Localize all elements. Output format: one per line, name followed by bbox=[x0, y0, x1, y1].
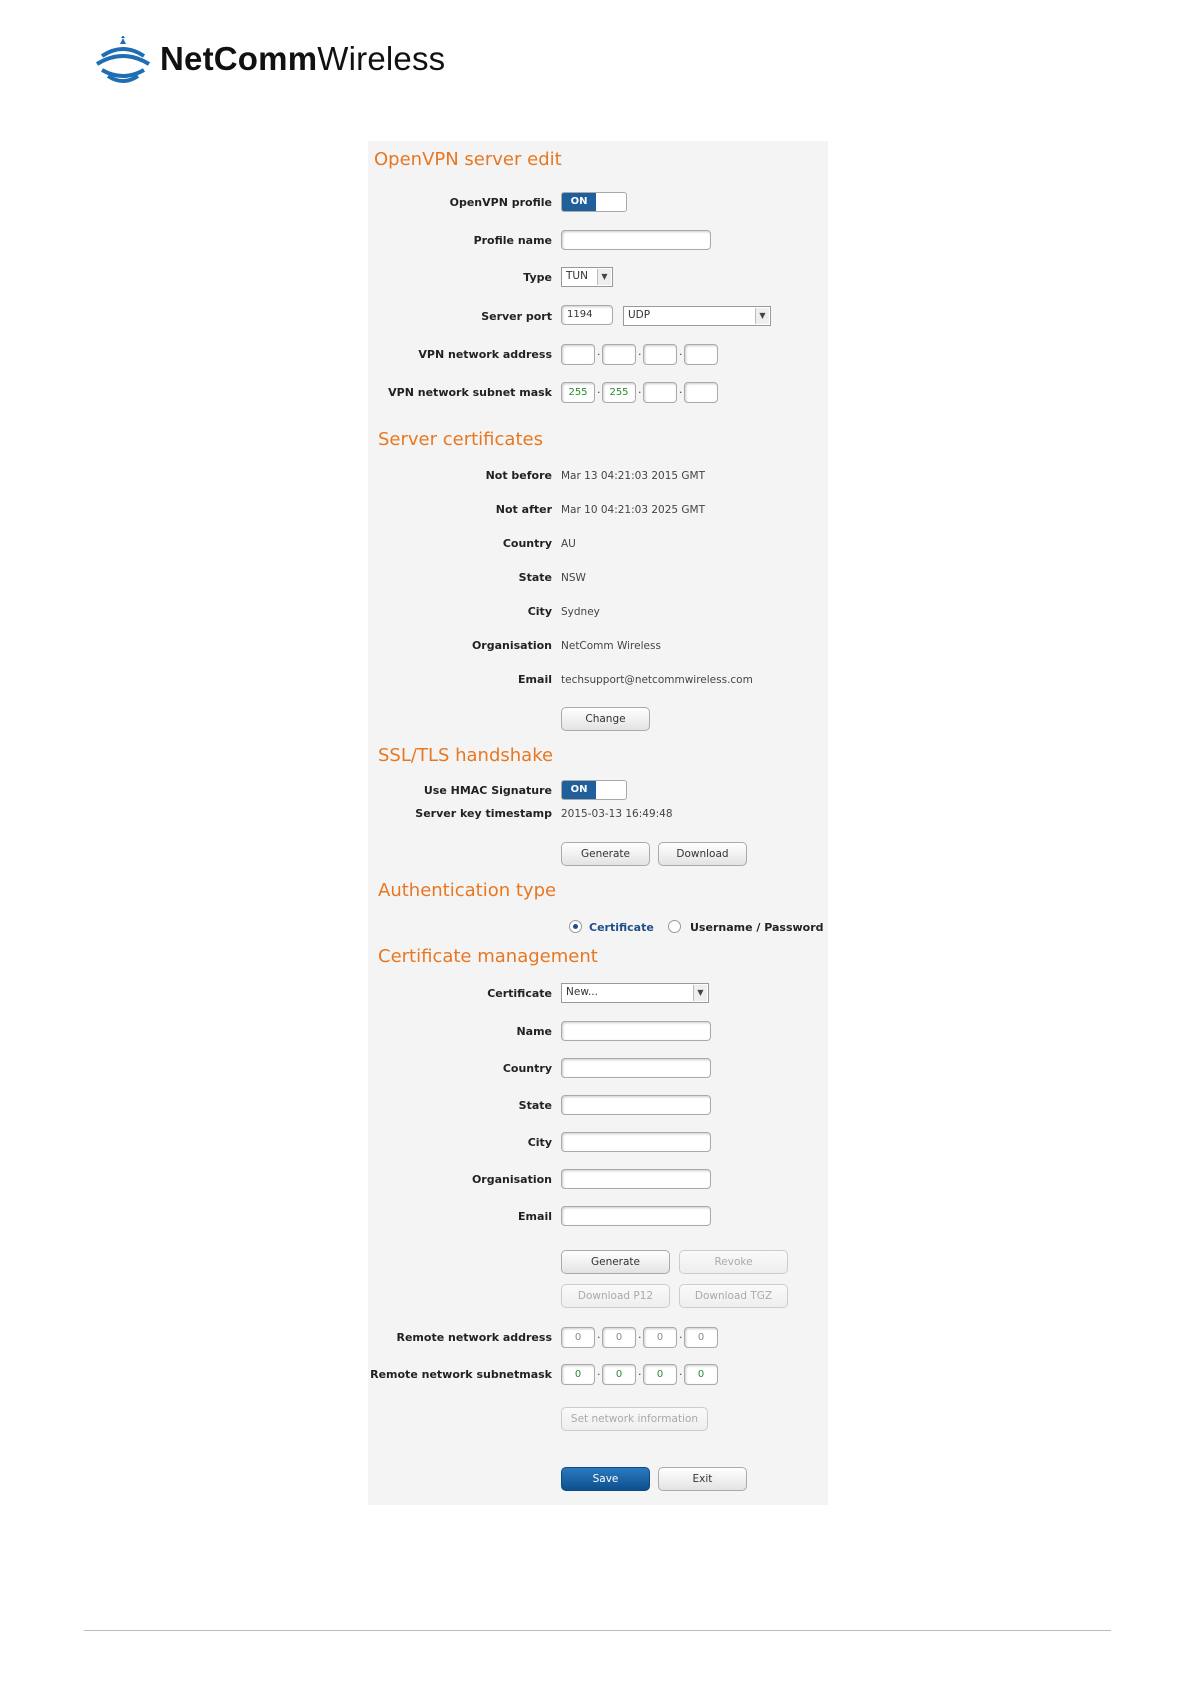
brand-name: NetCommWireless bbox=[160, 40, 446, 77]
vpn-network-label: VPN network address bbox=[418, 348, 552, 361]
state-value: NSW bbox=[561, 572, 586, 584]
cm-country-label: Country bbox=[502, 1062, 552, 1075]
octet-separator: · bbox=[679, 348, 683, 361]
remote-mask-octet-3[interactable]: 0 bbox=[643, 1364, 677, 1385]
vpn-mask-octet-1[interactable]: 255 bbox=[561, 382, 595, 403]
cm-revoke-button[interactable]: Revoke bbox=[679, 1250, 788, 1274]
footer-divider bbox=[84, 1630, 1111, 1631]
hmac-label: Use HMAC Signature bbox=[423, 784, 552, 797]
wireless-logo-icon bbox=[94, 36, 154, 86]
server-cert-heading: Server certificates bbox=[378, 429, 543, 450]
hmac-toggle[interactable] bbox=[561, 780, 627, 800]
remote-network-octet-3[interactable]: 0 bbox=[643, 1327, 677, 1348]
cm-name-input[interactable] bbox=[561, 1021, 711, 1041]
server-key-timestamp-label: Server key timestamp bbox=[415, 807, 552, 820]
cm-organisation-input[interactable] bbox=[561, 1169, 711, 1189]
email-label: Email bbox=[518, 673, 552, 686]
city-label: City bbox=[527, 605, 552, 618]
remote-network-label: Remote network address bbox=[396, 1331, 552, 1344]
exit-button[interactable]: Exit bbox=[658, 1467, 747, 1491]
type-label: Type bbox=[523, 271, 552, 284]
cm-email-label: Email bbox=[518, 1210, 552, 1223]
cert-mgmt-heading: Certificate management bbox=[378, 946, 598, 967]
vpn-mask-label: VPN network subnet mask bbox=[388, 386, 552, 399]
organisation-value: NetComm Wireless bbox=[561, 640, 661, 652]
set-network-info-button[interactable]: Set network information bbox=[561, 1407, 708, 1431]
cm-name-label: Name bbox=[516, 1025, 552, 1038]
openvpn-heading: OpenVPN server edit bbox=[374, 149, 562, 170]
download-tgz-button[interactable]: Download TGZ bbox=[679, 1284, 788, 1308]
cm-city-input[interactable] bbox=[561, 1132, 711, 1152]
octet-separator: · bbox=[597, 1331, 601, 1344]
octet-separator: · bbox=[679, 386, 683, 399]
city-value: Sydney bbox=[561, 606, 600, 618]
certificate-label: Certificate bbox=[487, 987, 552, 1000]
save-button[interactable]: Save bbox=[561, 1467, 650, 1491]
openvpn-profile-label: OpenVPN profile bbox=[449, 196, 552, 209]
certificate-select-value: New... bbox=[566, 986, 598, 998]
not-before-value: Mar 13 04:21:03 2015 GMT bbox=[561, 470, 706, 482]
protocol-select-value: UDP bbox=[628, 309, 651, 321]
octet-separator: · bbox=[597, 348, 601, 361]
type-select-value: TUN bbox=[566, 270, 588, 282]
octet-separator: · bbox=[597, 1368, 601, 1381]
cm-generate-button[interactable]: Generate bbox=[561, 1250, 670, 1274]
ssl-download-button[interactable]: Download bbox=[658, 842, 747, 866]
octet-separator: · bbox=[638, 1331, 642, 1344]
ssl-generate-button[interactable]: Generate bbox=[561, 842, 650, 866]
vpn-network-octet-1[interactable] bbox=[561, 344, 595, 365]
auth-certificate-radio[interactable] bbox=[569, 920, 582, 933]
remote-network-octet-2[interactable]: 0 bbox=[602, 1327, 636, 1348]
country-value: AU bbox=[561, 538, 576, 550]
auth-certificate-label[interactable]: Certificate bbox=[589, 921, 654, 934]
vpn-network-octet-3[interactable] bbox=[643, 344, 677, 365]
country-label: Country bbox=[502, 537, 552, 550]
auth-heading: Authentication type bbox=[378, 880, 557, 901]
server-port-label: Server port bbox=[481, 310, 552, 323]
vpn-network-octet-2[interactable] bbox=[602, 344, 636, 365]
state-label: State bbox=[518, 571, 552, 584]
server-key-timestamp-value: 2015-03-13 16:49:48 bbox=[561, 808, 673, 820]
toggle-on-label: ON bbox=[562, 193, 596, 211]
chevron-down-icon: ▼ bbox=[597, 269, 611, 285]
vpn-mask-octet-2[interactable]: 255 bbox=[602, 382, 636, 403]
chevron-down-icon: ▼ bbox=[693, 985, 707, 1001]
chevron-down-icon: ▼ bbox=[755, 308, 769, 324]
cm-country-input[interactable] bbox=[561, 1058, 711, 1078]
octet-separator: · bbox=[597, 386, 601, 399]
not-before-label: Not before bbox=[485, 469, 552, 482]
cm-organisation-label: Organisation bbox=[471, 1173, 552, 1186]
octet-separator: · bbox=[638, 1368, 642, 1381]
octet-separator: · bbox=[638, 348, 642, 361]
profile-name-label: Profile name bbox=[473, 234, 552, 247]
remote-network-octet-4[interactable]: 0 bbox=[684, 1327, 718, 1348]
octet-separator: · bbox=[638, 386, 642, 399]
organisation-label: Organisation bbox=[471, 639, 552, 652]
cm-city-label: City bbox=[527, 1136, 552, 1149]
remote-mask-label: Remote network subnetmask bbox=[370, 1368, 552, 1381]
octet-separator: · bbox=[679, 1368, 683, 1381]
vpn-mask-octet-3[interactable] bbox=[643, 382, 677, 403]
remote-mask-octet-1[interactable]: 0 bbox=[561, 1364, 595, 1385]
auth-userpass-radio[interactable] bbox=[668, 920, 681, 933]
not-after-label: Not after bbox=[495, 503, 552, 516]
type-select[interactable] bbox=[561, 267, 613, 287]
netcomm-logo bbox=[94, 36, 464, 86]
email-value: techsupport@netcommwireless.com bbox=[561, 674, 753, 686]
not-after-value: Mar 10 04:21:03 2025 GMT bbox=[561, 504, 706, 516]
certificate-select[interactable] bbox=[561, 983, 709, 1003]
vpn-network-octet-4[interactable] bbox=[684, 344, 718, 365]
change-button[interactable]: Change bbox=[561, 707, 650, 731]
openvpn-profile-toggle[interactable] bbox=[561, 192, 627, 212]
octet-separator: · bbox=[679, 1331, 683, 1344]
remote-network-octet-1[interactable]: 0 bbox=[561, 1327, 595, 1348]
profile-name-input[interactable] bbox=[561, 230, 711, 250]
remote-mask-octet-4[interactable]: 0 bbox=[684, 1364, 718, 1385]
cm-state-input[interactable] bbox=[561, 1095, 711, 1115]
cm-state-label: State bbox=[518, 1099, 552, 1112]
auth-userpass-label[interactable]: Username / Password bbox=[690, 921, 824, 934]
download-p12-button[interactable]: Download P12 bbox=[561, 1284, 670, 1308]
remote-mask-octet-2[interactable]: 0 bbox=[602, 1364, 636, 1385]
openvpn-panel bbox=[368, 141, 828, 1505]
toggle-on-label: ON bbox=[562, 781, 596, 799]
cm-email-input[interactable] bbox=[561, 1206, 711, 1226]
server-port-input[interactable]: 1194 bbox=[561, 305, 613, 325]
vpn-mask-octet-4[interactable] bbox=[684, 382, 718, 403]
protocol-select[interactable] bbox=[623, 306, 771, 326]
ssl-heading: SSL/TLS handshake bbox=[378, 745, 554, 766]
